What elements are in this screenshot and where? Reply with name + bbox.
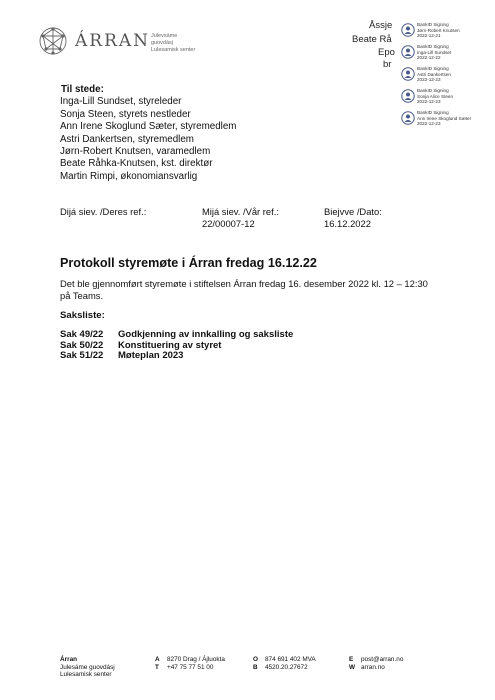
attendee: Jørn-Robert Knutsen, varamedlem bbox=[60, 146, 211, 158]
attendee: Martin Rimpi, økonomiansvarlig bbox=[60, 170, 198, 182]
footer-address: A 8270 Drag / Ájluokta T +47 75 77 51 00 bbox=[155, 656, 225, 671]
signature-stamps bbox=[399, 20, 483, 130]
email-link[interactable]: post@arran.no bbox=[361, 656, 404, 663]
signature-stamp: BankID Signing Astri Dankertsen 2022-12-23 bbox=[399, 64, 483, 86]
seal-icon bbox=[401, 67, 415, 81]
agenda-item-number: Sak 49/22 bbox=[60, 329, 104, 340]
header-partial-text: Åssje bbox=[369, 20, 393, 31]
agenda-heading: Saksliste: bbox=[60, 310, 105, 321]
attendees-heading: Til stede: bbox=[61, 84, 104, 95]
seal-icon bbox=[401, 23, 415, 37]
header-partial-text: br bbox=[383, 59, 392, 70]
attendee: Inga-Lill Sundset, styreleder bbox=[60, 96, 182, 108]
footer-organization: Árran Julesáme guovdásj Lulesamisk senter bbox=[60, 656, 115, 679]
agenda-item-title: Godkjenning av innkalling og saksliste bbox=[118, 329, 294, 340]
our-ref-label: Mijá siev. /Vår ref.: bbox=[202, 206, 279, 217]
attendee: Ann Irene Skoglund Sæter, styremedlem bbox=[60, 121, 237, 133]
document-date bbox=[324, 206, 382, 229]
seal-icon bbox=[401, 111, 415, 125]
your-ref-label: Dijá siev. /Deres ref.: bbox=[60, 206, 147, 217]
our-reference bbox=[202, 206, 279, 229]
attendees-section bbox=[60, 84, 236, 183]
logo-wordmark: ÁRRAN bbox=[75, 31, 151, 51]
our-ref-value: 22/00007-12 bbox=[202, 217, 255, 229]
attendee: Astri Dankertsen, styremedlem bbox=[60, 133, 194, 145]
header-partial-text: Beate Rå bbox=[352, 34, 392, 45]
attendee: Sonja Steen, styrets nestleder bbox=[60, 108, 191, 120]
website-link[interactable]: arran.no bbox=[361, 663, 385, 671]
date-label: Biejvve /Dato: bbox=[324, 206, 382, 217]
your-reference bbox=[60, 206, 146, 218]
seal-icon bbox=[401, 45, 415, 59]
intro-paragraph: Det ble gjennomført styremøte i stiftelsen Árran fredag 16. desember 2022 kl. 12 – 12:30 på Teams. bbox=[60, 278, 428, 301]
signature-stamp: BankID Signing Ann Irene Skoglund Sæter 2022-12-23 bbox=[399, 108, 483, 130]
arran-logo bbox=[38, 26, 198, 60]
date-value: 16.12.2022 bbox=[324, 217, 371, 229]
agenda-item-title: Konstituering av styret bbox=[118, 339, 222, 351]
attendee: Beate Råhka-Knutsen, kst. direktør bbox=[60, 158, 213, 170]
signature-stamp: BankID Signing Jørn-Robert Knutsen 2022-12-21 bbox=[399, 20, 483, 42]
logo-subtitle: Julevsáme guovdásj Lulesamisk senter bbox=[151, 33, 196, 53]
footer-ids: O 874 691 402 MVA B 4520.20.27672 bbox=[253, 656, 316, 671]
document-title: Protokoll styremøte i Árran fredag 16.12.22 bbox=[60, 256, 317, 270]
signature-stamp: BankID Signing Sonja Alice Steen 2022-12-23 bbox=[399, 86, 483, 108]
logo-emblem-icon bbox=[38, 26, 68, 56]
agenda-item-number: Sak 50/22 bbox=[60, 339, 104, 351]
footer-contact: E post@arran.no W arran.no bbox=[349, 656, 404, 671]
seal-icon bbox=[401, 89, 415, 103]
agenda-item-number: Sak 51/22 bbox=[60, 350, 104, 362]
agenda-item-title: Møteplan 2023 bbox=[118, 350, 184, 362]
signature-stamp: BankID Signing Inga-Lill Sundset 2022-12-22 bbox=[399, 42, 483, 64]
header-partial-text: Epo bbox=[378, 47, 395, 58]
